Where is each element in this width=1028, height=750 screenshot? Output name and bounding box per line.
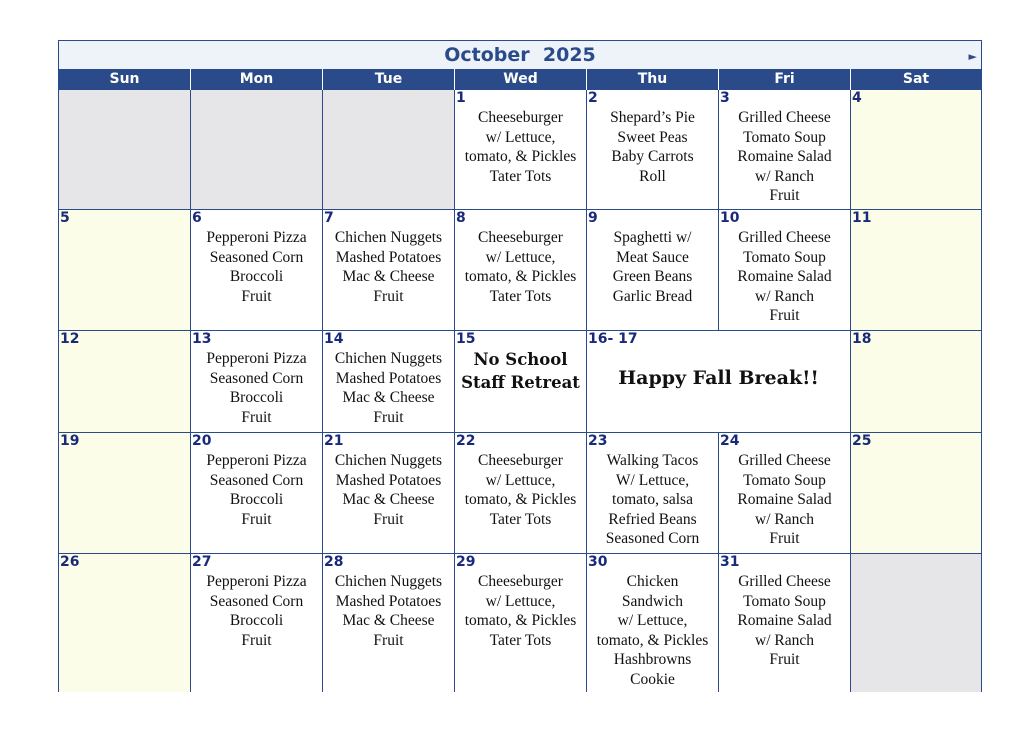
lunch-menu (323, 572, 454, 650)
day-cell-14 (323, 331, 455, 433)
empty-day-cell (851, 554, 981, 692)
menu-item: Broccoli (229, 389, 284, 406)
menu-item: Chichen Nuggets (334, 350, 443, 367)
menu-item: tomato, & Pickles (464, 612, 577, 629)
day-cell-20 (191, 433, 323, 554)
day-cell-5 (59, 210, 191, 331)
menu-item: Grilled Cheese (738, 109, 831, 126)
menu-item: Mashed Potatoes (335, 592, 442, 610)
menu-item: Chichen Nuggets (334, 452, 443, 469)
no-school-notice (455, 348, 586, 394)
lunch-menu (719, 228, 850, 326)
menu-item: Sandwich (621, 592, 684, 610)
menu-item: Tater Tots (489, 287, 552, 305)
menu-item: w/ Lettuce, (617, 612, 688, 629)
menu-item: W/ Lettuce, (615, 471, 690, 489)
menu-item: Refried Beans (608, 510, 697, 528)
day-cell-9 (587, 210, 719, 331)
menu-item: Seasoned Corn (605, 530, 700, 547)
notice-line: No School (473, 350, 568, 369)
day-cell-29 (455, 554, 587, 692)
menu-item: tomato, & Pickles (464, 268, 577, 285)
lunch-menu (719, 108, 850, 206)
menu-item: tomato, & Pickles (464, 148, 577, 165)
menu-item: Cheeseburger (478, 573, 563, 590)
menu-item: Mac & Cheese (342, 612, 435, 629)
weekday-tue: Tue (323, 69, 455, 90)
menu-item: w/ Lettuce, (485, 248, 556, 266)
day-cell-3 (719, 90, 851, 210)
menu-item: Romaine Salad (737, 148, 832, 165)
day-cell-11 (851, 210, 981, 331)
day-number: 29 (456, 554, 476, 570)
day-cell-16-17 (587, 331, 851, 433)
menu-item: Grilled Cheese (738, 452, 831, 469)
menu-item: Fruit (769, 651, 800, 668)
lunch-menu (587, 228, 718, 306)
day-number: 21 (324, 433, 344, 449)
menu-item: Garlic Bread (612, 287, 693, 305)
day-number: 11 (852, 210, 872, 226)
day-cell-30 (587, 554, 719, 692)
day-cell-12 (59, 331, 191, 433)
empty-day-cell (323, 90, 455, 210)
menu-item: Cheeseburger (478, 229, 563, 246)
menu-item: w/ Ranch (755, 631, 814, 649)
day-number: 13 (192, 331, 212, 347)
menu-item: Tater Tots (489, 510, 552, 528)
day-cell-28 (323, 554, 455, 692)
menu-item: Grilled Cheese (738, 573, 831, 590)
weekday-header-row (59, 69, 981, 90)
menu-item: Broccoli (229, 491, 284, 508)
day-number: 2 (588, 90, 598, 106)
day-cell-4 (851, 90, 981, 210)
menu-item: Seasoned Corn (209, 592, 304, 610)
menu-item: Roll (639, 167, 666, 185)
menu-item: Seasoned Corn (209, 369, 304, 387)
day-number: 27 (192, 554, 212, 570)
day-number: 4 (852, 90, 862, 106)
menu-item: Shepard’s Pie (610, 109, 695, 126)
day-number: 22 (456, 433, 476, 449)
menu-item: Tater Tots (489, 631, 552, 649)
day-number: 25 (852, 433, 872, 449)
menu-item: Fruit (373, 408, 404, 426)
day-cell-23 (587, 433, 719, 554)
menu-item: Fruit (769, 307, 800, 324)
day-number: 16- 17 (588, 331, 638, 347)
weekday-mon: Mon (191, 69, 323, 90)
menu-item: tomato, & Pickles (464, 491, 577, 508)
day-cell-15 (455, 331, 587, 433)
menu-item: Fruit (373, 631, 404, 649)
day-cell-24 (719, 433, 851, 554)
day-number: 8 (456, 210, 466, 226)
menu-item: w/ Lettuce, (485, 471, 556, 489)
lunch-menu (587, 572, 718, 689)
calendar (58, 40, 982, 692)
day-number: 7 (324, 210, 334, 226)
day-number: 30 (588, 554, 608, 570)
menu-item: Fruit (373, 287, 404, 305)
day-number: 24 (720, 433, 740, 449)
lunch-menu (455, 572, 586, 650)
day-cell-18 (851, 331, 981, 433)
menu-item: Broccoli (229, 268, 284, 285)
menu-item: Hashbrowns (613, 651, 692, 668)
menu-item: Tomato Soup (743, 128, 826, 146)
menu-item: Pepperoni Pizza (206, 573, 307, 590)
menu-item: Chichen Nuggets (334, 573, 443, 590)
day-cell-25 (851, 433, 981, 554)
menu-item: Cookie (630, 670, 675, 688)
lunch-menu (323, 451, 454, 529)
calendar-title (59, 41, 981, 69)
day-number: 1 (456, 90, 466, 106)
menu-item: Romaine Salad (737, 268, 832, 285)
menu-item: Mashed Potatoes (335, 471, 442, 489)
menu-item: Fruit (373, 510, 404, 528)
menu-item: Mashed Potatoes (335, 248, 442, 266)
menu-item: Mac & Cheese (342, 389, 435, 406)
lunch-menu (191, 349, 322, 427)
day-cell-2 (587, 90, 719, 210)
menu-item: w/ Ranch (755, 510, 814, 528)
lunch-menu (719, 572, 850, 670)
menu-item: Fruit (241, 510, 272, 528)
day-number: 23 (588, 433, 608, 449)
year-label: 2025 (542, 44, 596, 66)
menu-item: Fruit (241, 631, 272, 649)
lunch-menu (455, 108, 586, 186)
day-cell-27 (191, 554, 323, 692)
menu-item: Chicken (626, 573, 679, 590)
triangle-right-icon[interactable]: ► (968, 50, 977, 63)
lunch-menu (587, 451, 718, 549)
day-cell-1 (455, 90, 587, 210)
lunch-menu (455, 451, 586, 529)
menu-item: Chichen Nuggets (334, 229, 443, 246)
lunch-menu (587, 108, 718, 186)
menu-item: Fruit (769, 187, 800, 204)
day-number: 10 (720, 210, 740, 226)
weekday-sat: Sat (902, 71, 930, 87)
menu-item: Cheeseburger (478, 109, 563, 126)
menu-item: w/ Ranch (755, 287, 814, 305)
lunch-menu (191, 228, 322, 306)
day-number: 5 (60, 210, 70, 226)
menu-item: Pepperoni Pizza (206, 350, 307, 367)
month-label: October (444, 44, 530, 66)
menu-item: Pepperoni Pizza (206, 229, 307, 246)
menu-item: Grilled Cheese (738, 229, 831, 246)
menu-item: Mac & Cheese (342, 491, 435, 508)
day-cell-19 (59, 433, 191, 554)
day-number: 15 (456, 331, 476, 347)
menu-item: Fruit (769, 530, 800, 547)
menu-item: w/ Ranch (755, 167, 814, 185)
menu-item: tomato, & Pickles (596, 631, 709, 649)
day-number: 26 (60, 554, 80, 570)
lunch-menu (719, 451, 850, 549)
menu-item: Tomato Soup (743, 248, 826, 266)
menu-item: Tater Tots (489, 167, 552, 185)
day-number: 18 (852, 331, 872, 347)
menu-item: Broccoli (229, 612, 284, 629)
day-number: 19 (60, 433, 80, 449)
day-number: 3 (720, 90, 730, 106)
weekday-thu: Thu (587, 69, 719, 90)
menu-item: w/ Lettuce, (485, 128, 556, 146)
day-cell-6 (191, 210, 323, 331)
menu-item: Walking Tacos (606, 452, 699, 469)
menu-item: w/ Lettuce, (485, 592, 556, 610)
lunch-menu (191, 572, 322, 650)
day-number: 20 (192, 433, 212, 449)
menu-item: Spaghetti w/ (613, 229, 692, 246)
lunch-menu (323, 228, 454, 306)
day-number: 12 (60, 331, 80, 347)
menu-item: tomato, salsa (612, 491, 693, 508)
day-number: 14 (324, 331, 344, 347)
menu-item: Romaine Salad (737, 491, 832, 508)
weekday-wed: Wed (455, 69, 587, 90)
menu-item: Baby Carrots (611, 148, 694, 165)
weekday-fri: Fri (719, 69, 851, 90)
menu-item: Tomato Soup (743, 471, 826, 489)
menu-item: Mac & Cheese (342, 268, 435, 285)
empty-day-cell (59, 90, 191, 210)
day-number: 9 (588, 210, 598, 226)
weekday-sun: Sun (59, 69, 191, 90)
day-cell-26 (59, 554, 191, 692)
day-number: 6 (192, 210, 202, 226)
menu-item: Tomato Soup (743, 592, 826, 610)
lunch-menu (191, 451, 322, 529)
day-cell-22 (455, 433, 587, 554)
empty-day-cell (191, 90, 323, 210)
menu-item: Seasoned Corn (209, 248, 304, 266)
lunch-menu (455, 228, 586, 306)
notice-line: Staff Retreat (461, 373, 580, 392)
menu-item: Mashed Potatoes (335, 369, 442, 387)
lunch-menu (323, 349, 454, 427)
day-cell-31 (719, 554, 851, 692)
fall-break-banner: Happy Fall Break!! (618, 367, 819, 389)
day-cell-10 (719, 210, 851, 331)
menu-item: Meat Sauce (616, 248, 689, 266)
day-cell-21 (323, 433, 455, 554)
menu-item: Fruit (241, 408, 272, 426)
menu-item: Pepperoni Pizza (206, 452, 307, 469)
day-cell-7 (323, 210, 455, 331)
menu-item: Green Beans (612, 268, 693, 285)
day-cell-8 (455, 210, 587, 331)
day-number: 31 (720, 554, 740, 570)
menu-item: Sweet Peas (617, 128, 688, 146)
menu-item: Fruit (241, 287, 272, 305)
menu-item: Cheeseburger (478, 452, 563, 469)
menu-item: Romaine Salad (737, 612, 832, 629)
menu-item: Seasoned Corn (209, 471, 304, 489)
day-cell-13 (191, 331, 323, 433)
day-number: 28 (324, 554, 344, 570)
